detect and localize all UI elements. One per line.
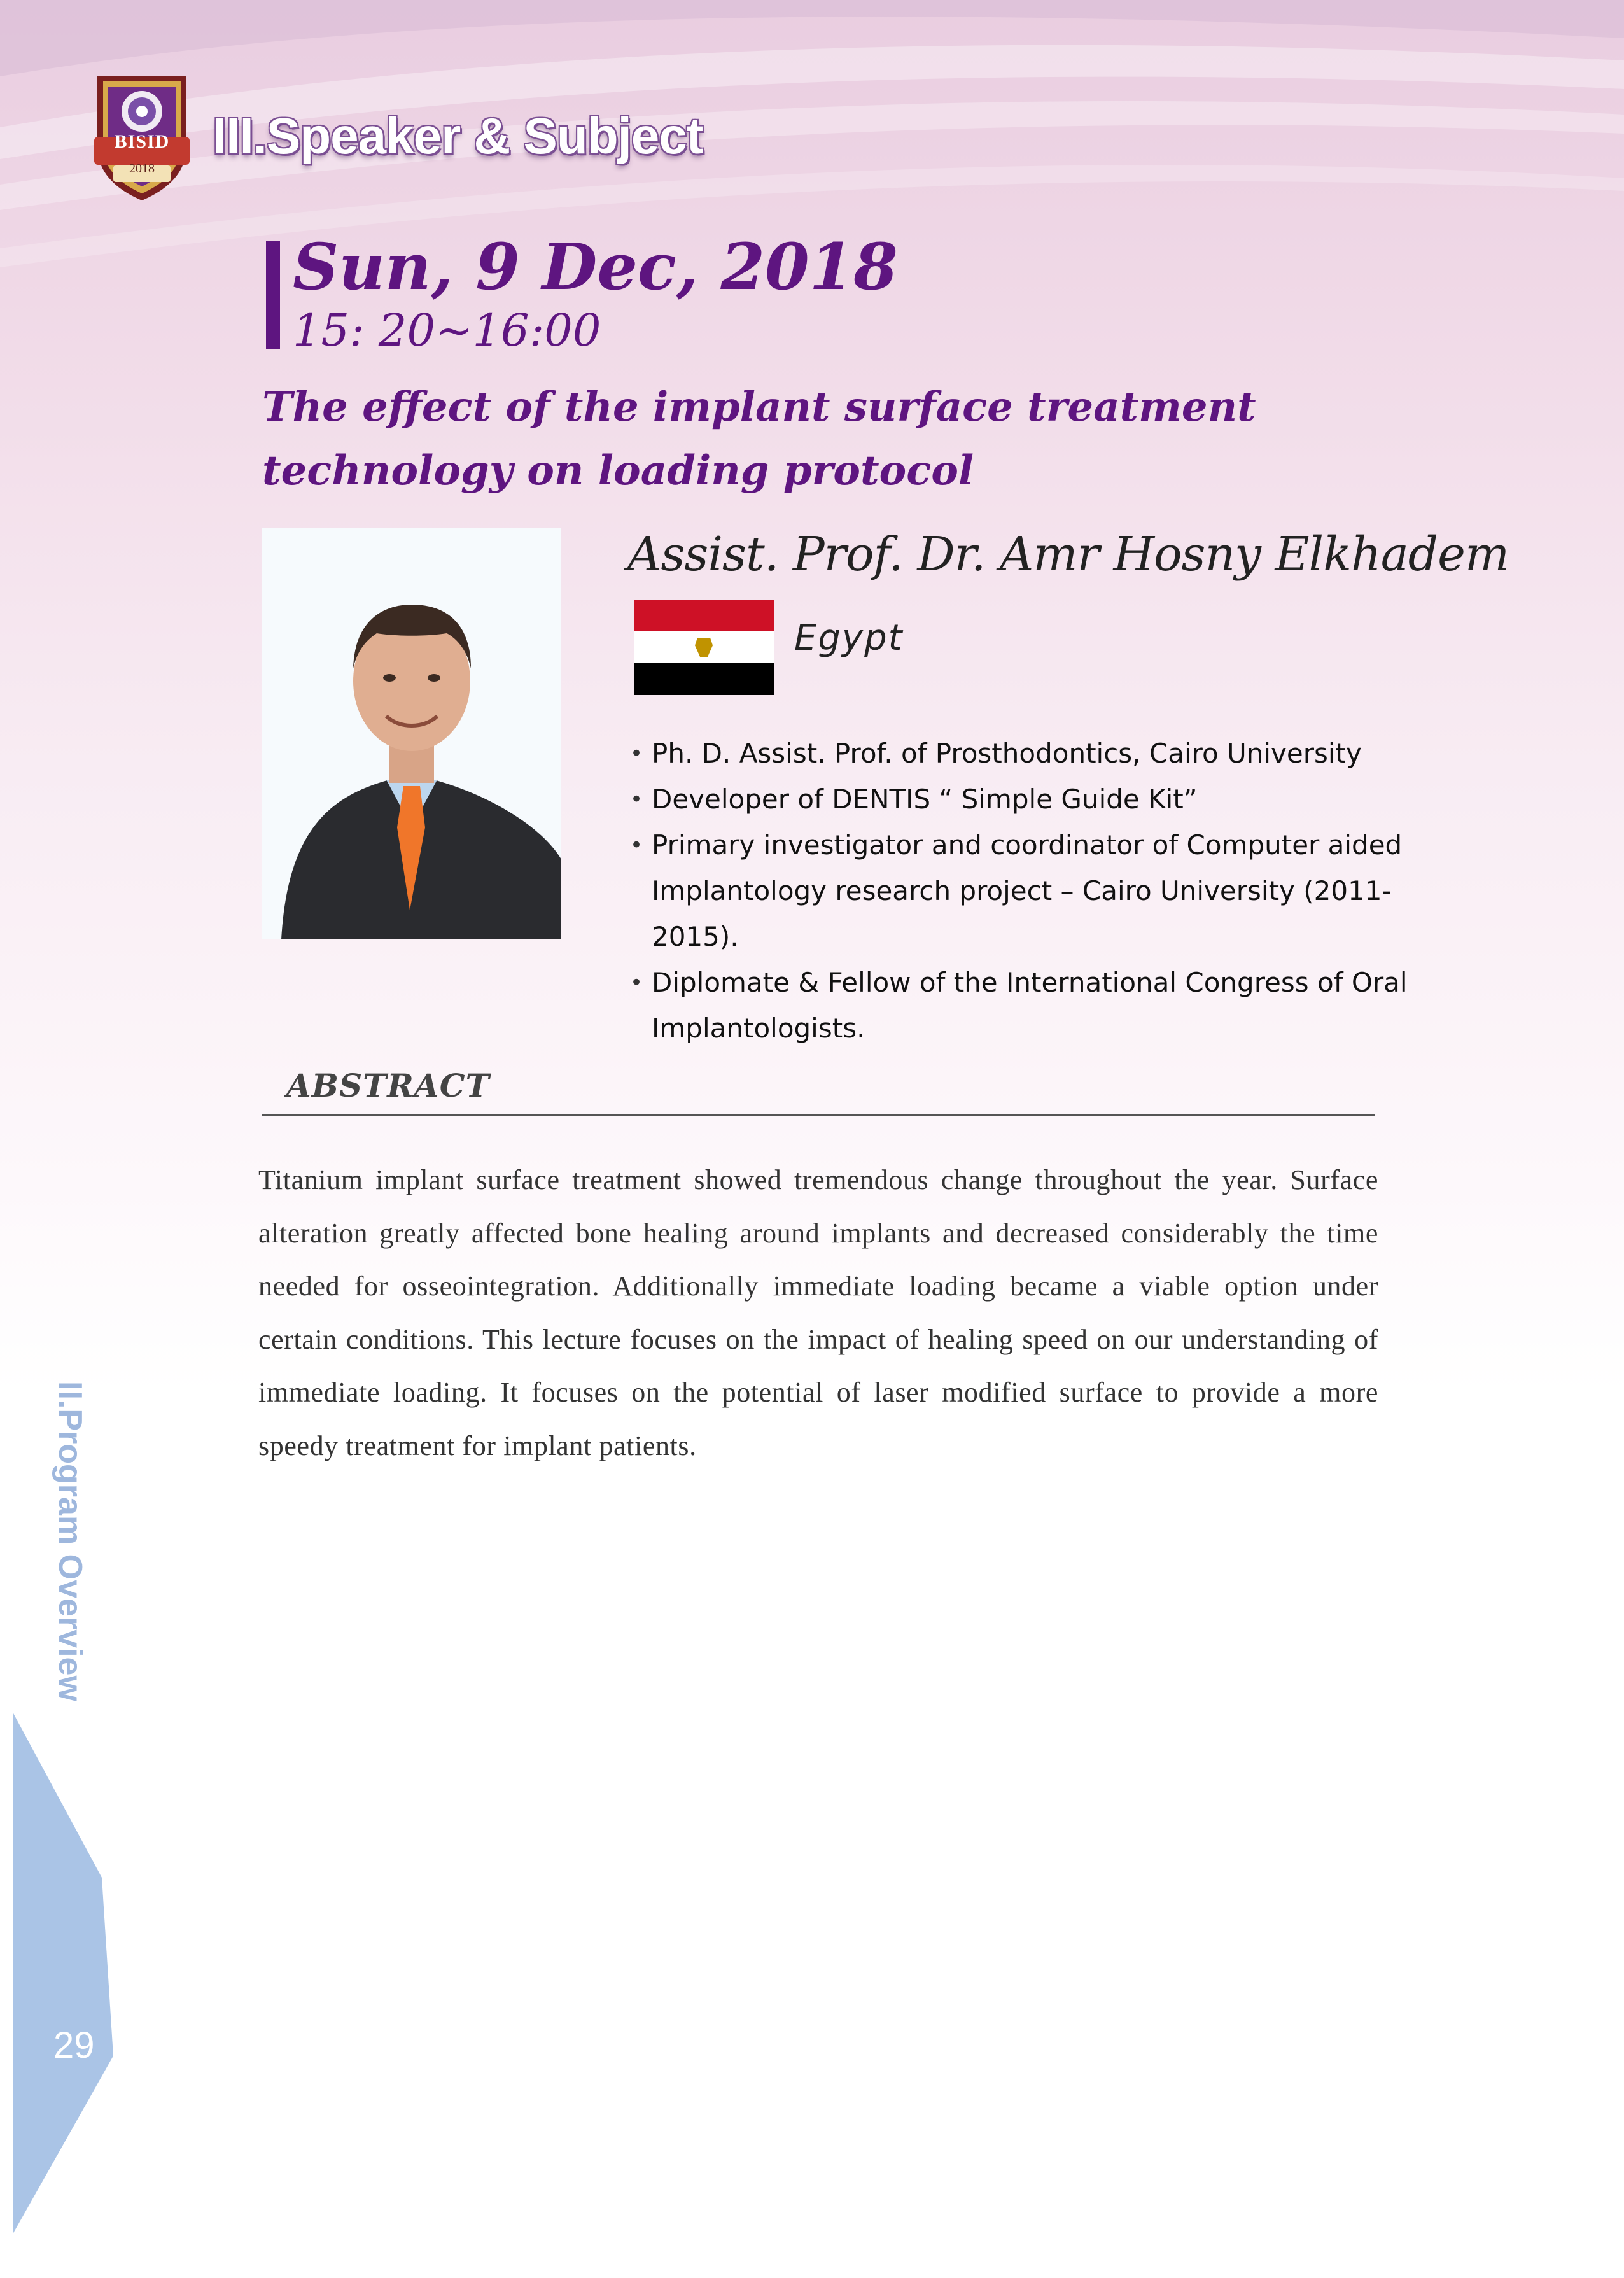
side-tab-label [13, 1381, 140, 1750]
side-tab-shape [0, 1712, 127, 2278]
page-number: 29 [53, 2025, 95, 2066]
abstract-text: Titanium implant surface treatment showed tremendous change throughout the year. Surface alteration greatly affected bone healing around implants and decreased considerably the time needed for osseointegration. Additionally immediate loading became a viable option under certain conditions. This lecture focuses on the impact of healing speed on our understanding of immediate loading. It focuses on the potential of laser modified surface to provide a more speedy treatment for implant patients. [258, 1164, 1378, 1461]
speaker-country: Egypt [794, 617, 904, 659]
speaker-bio-list [630, 731, 1413, 1051]
talk-title-line-2: technology on loading protocol [262, 447, 974, 495]
talk-title [262, 376, 1344, 503]
speaker-photo [262, 528, 561, 939]
bio-item: • Ph. D. Assist. Prof. of Prosthodontics, Cairo University [630, 731, 1413, 777]
abstract-heading: ABSTRACT [286, 1067, 490, 1104]
bio-item: • Primary investigator and coordinator of Computer aided Implantology research project – Cairo University (2011-2015). [630, 822, 1413, 960]
date-accent-bar [266, 241, 280, 349]
session-date: Sun, 9 Dec, 2018 [293, 229, 898, 304]
abstract-divider [262, 1114, 1375, 1116]
bio-item: • Developer of DENTIS “ Simple Guide Kit” [630, 777, 1413, 822]
bio-item: • Diplomate & Fellow of the International Congress of Oral Implantologists. [630, 960, 1413, 1051]
section-title: III.Speaker & Subject [213, 108, 703, 164]
egypt-flag-icon [634, 600, 774, 695]
session-time: 15: 20~16:00 [293, 304, 601, 356]
side-tab-text: II.Program Overview [52, 1381, 88, 1701]
logo-year: 2018 [129, 162, 155, 176]
logo-label: BISID [114, 131, 170, 152]
speaker-name: Assist. Prof. Dr. Amr Hosny Elkhadem [627, 527, 1509, 582]
talk-title-line-1: The effect of the implant surface treatment [262, 383, 1256, 431]
